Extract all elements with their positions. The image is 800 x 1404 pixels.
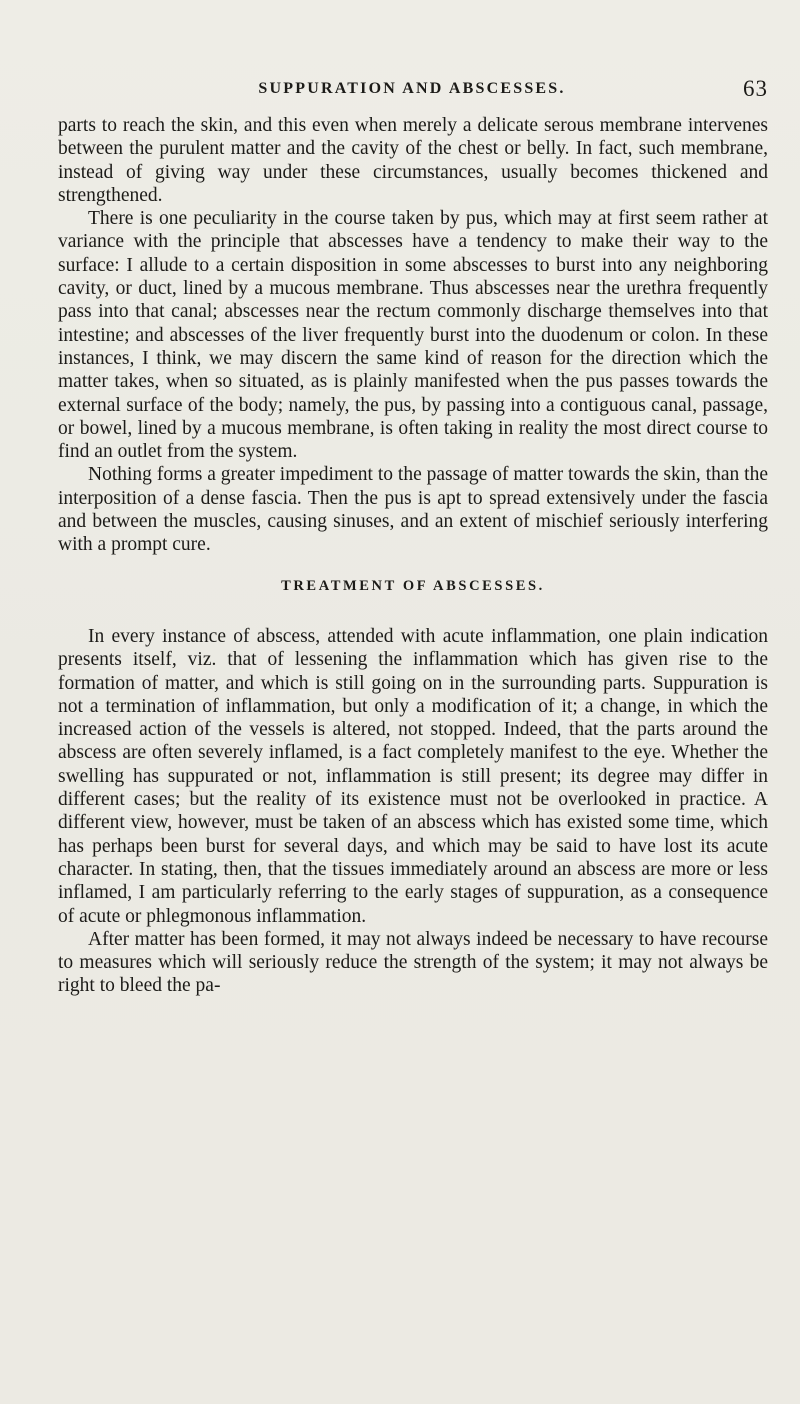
paragraph-fascia: Nothing forms a greater impediment to the passage of matter towards the skin, than the interposition of a dense fascia. Then the pus is apt to spread extensively under the fascia and between the muscles, causing sinuses, and an extent of mischief seriously interfering with a prompt cure. <box>58 464 768 556</box>
body-text <box>58 114 768 998</box>
paragraph-pus-course: There is one peculiarity in the course taken by pus, which may at first seem rather at variance with the principle that abscesses have a tendency to make their way to the surface: I allude to a certain disposition in some abscesses to burst into any neighboring cavity, or duct, lined by a mucous membrane. Thus abscesses near the urethra frequently pass into that canal; abscesses near the rectum commonly discharge themselves into that intestine; and abscesses of the liver frequently burst into the duodenum or colon. In these instances, I think, we may discern the same kind of reason for the direction which the matter takes, when so situated, as is plainly manifested when the pus passes towards the external surface of the body; namely, the pus, by passing into a contiguous canal, passage, or bowel, lined by a mucous membrane, is often taking in reality the most direct course to find an outlet from the system. <box>58 208 768 463</box>
running-title: SUPPURATION AND ABSCESSES. <box>258 80 566 97</box>
paragraph-continued: parts to reach the skin, and this even when merely a delicate serous membrane intervenes between the purulent matter and the cavity of the chest or belly. In fact, such membrane, instead of giving way under these circumstances, usually becomes thickened and strengthened. <box>58 115 768 206</box>
paragraph-treatment-inflammation: In every instance of abscess, attended with acute inflammation, one plain indication presents itself, viz. that of lessening the inflammation which has given rise to the formation of matter, and which is still going on in the surrounding parts. Suppuration is not a termination of inflammation, but only a modification of it; a change, in which the increased action of the vessels is altered, not stopped. Indeed, that the parts around the abscess are often severely inflamed, is a fact completely manifest to the eye. Whether the swelling has suppurated or not, inflammation is still present; its degree may differ in different cases; but the reality of its existence must not be overlooked in practice. A different view, however, must be taken of an abscess which has existed some time, which has perhaps been burst for several days, and which may be said to have lost its acute character. In stating, then, that the tissues immediately around an abscess are more or less inflamed, I am particularly referring to the early stages of suppuration, as a consequence of acute or phlegmonous inflammation. <box>58 625 768 927</box>
page-number: 63 <box>743 76 768 101</box>
paragraph-after-matter-formed: After matter has been formed, it may not always indeed be necessary to have recourse to measures which will seriously reduce the strength of the system; it may not always be right to bleed the pa- <box>58 928 768 997</box>
running-head <box>56 76 768 104</box>
section-heading: TREATMENT OF ABSCESSES. <box>281 577 545 594</box>
